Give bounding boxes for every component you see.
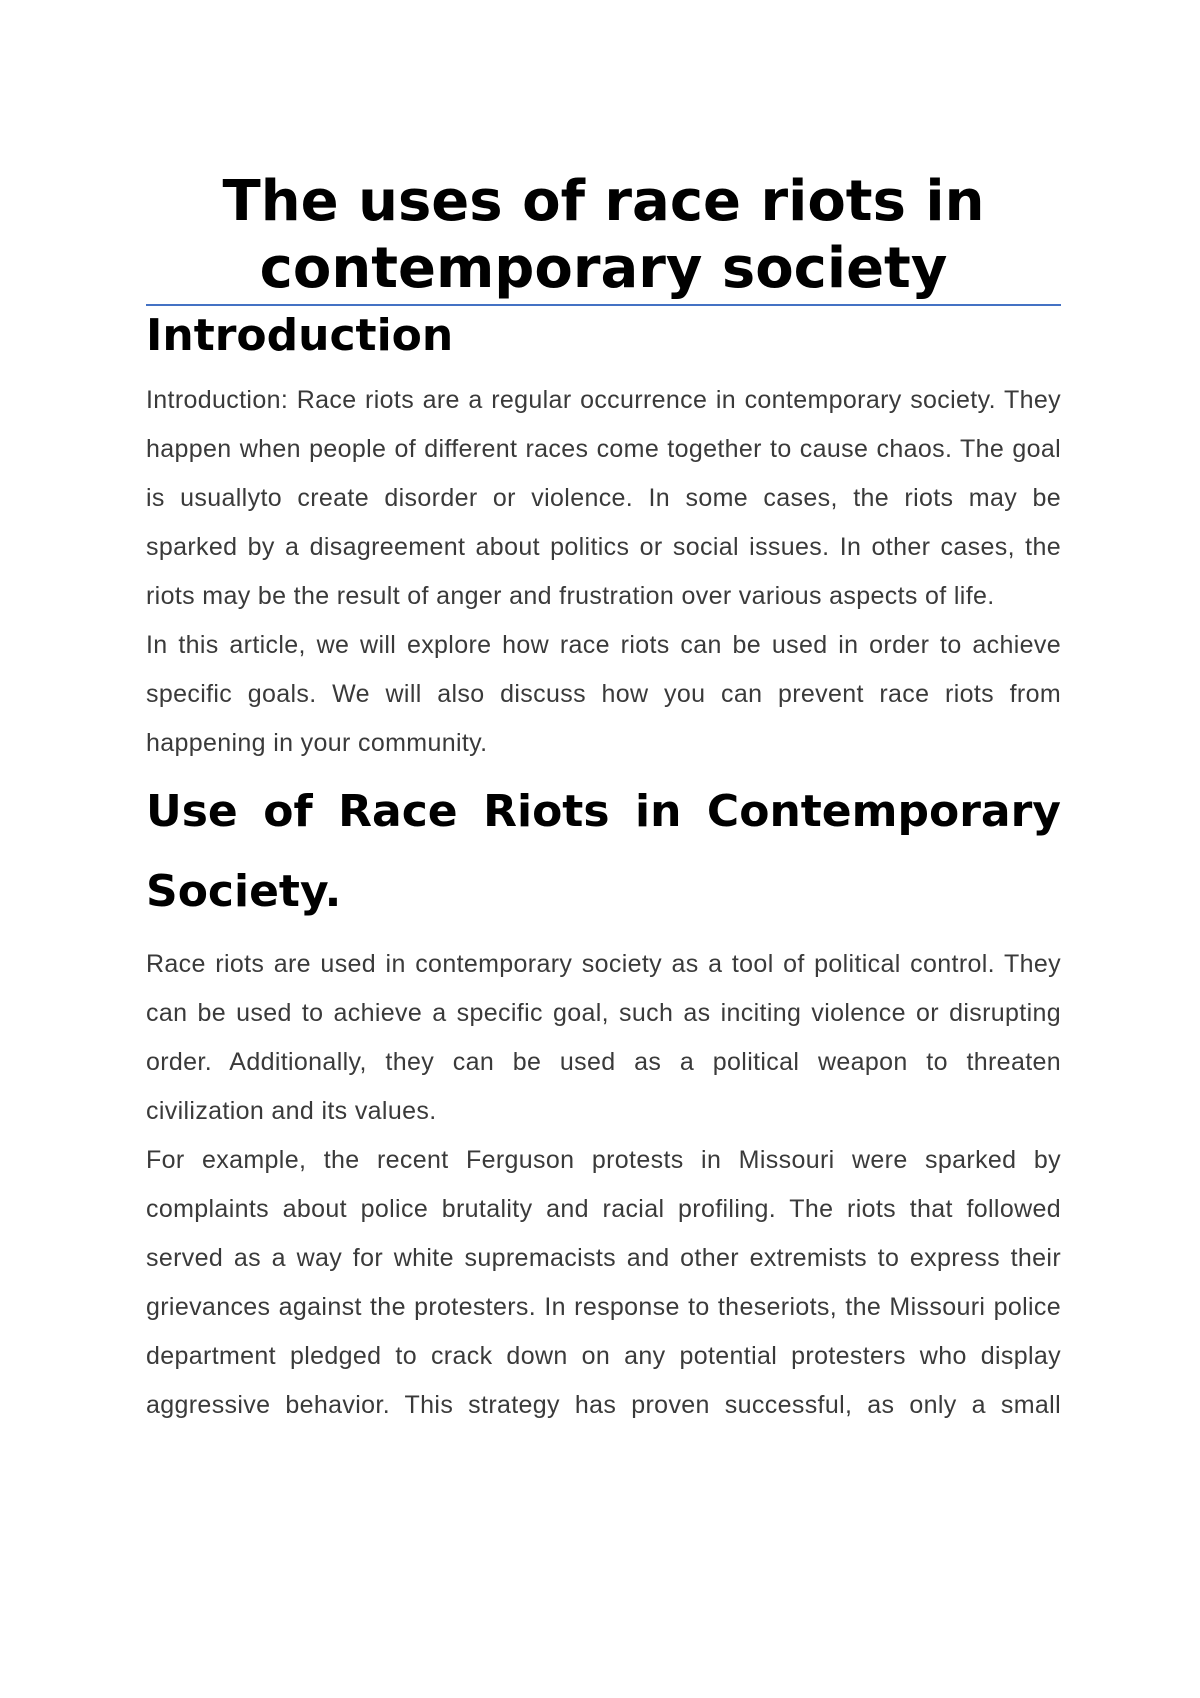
title-underline <box>146 304 1061 306</box>
document-page <box>146 0 1061 1430</box>
section-heading: Use of Race Riots in Contemporary Society. <box>146 786 1061 917</box>
section-introduction <box>146 310 1061 768</box>
paragraph: Race riots are used in contemporary society as a tool of political control. They can be used to achieve a specific goal, such as inciting violence or disrupting order. Additionally, they can be used as a political weapon to threaten civilization and its values. <box>146 950 1061 1125</box>
paragraph: In this article, we will explore how race riots can be used in order to achieve specific goals. We will also discuss how you can prevent race riots from happening in your community. <box>146 631 1061 757</box>
section-use-of-race-riots <box>146 772 1061 1430</box>
paragraph: For example, the recent Ferguson protests in Missouri were sparked by complaints about police brutality and racial profiling. The riots that followed served as a way for white supremacists and other extremists to express their grievances against the protesters. In response to theseriots, the Missouri police department pledged to crack down on any potential protesters who display aggressive behavior. This strategy has proven successful, as only a small <box>146 1146 1061 1419</box>
paragraph: Introduction: Race riots are a regular occurrence in contemporary society. They happen when people of different races come together to cause chaos. The goal is usuallyto create disorder or violence. In some cases, the riots may be sparked by a disagreement about politics or social issues. In other cases, the riots may be the result of anger and frustration over various aspects of life. <box>146 386 1061 610</box>
section-heading: Introduction <box>146 310 454 361</box>
document-title: The uses of race riots in contemporary society <box>222 169 985 301</box>
